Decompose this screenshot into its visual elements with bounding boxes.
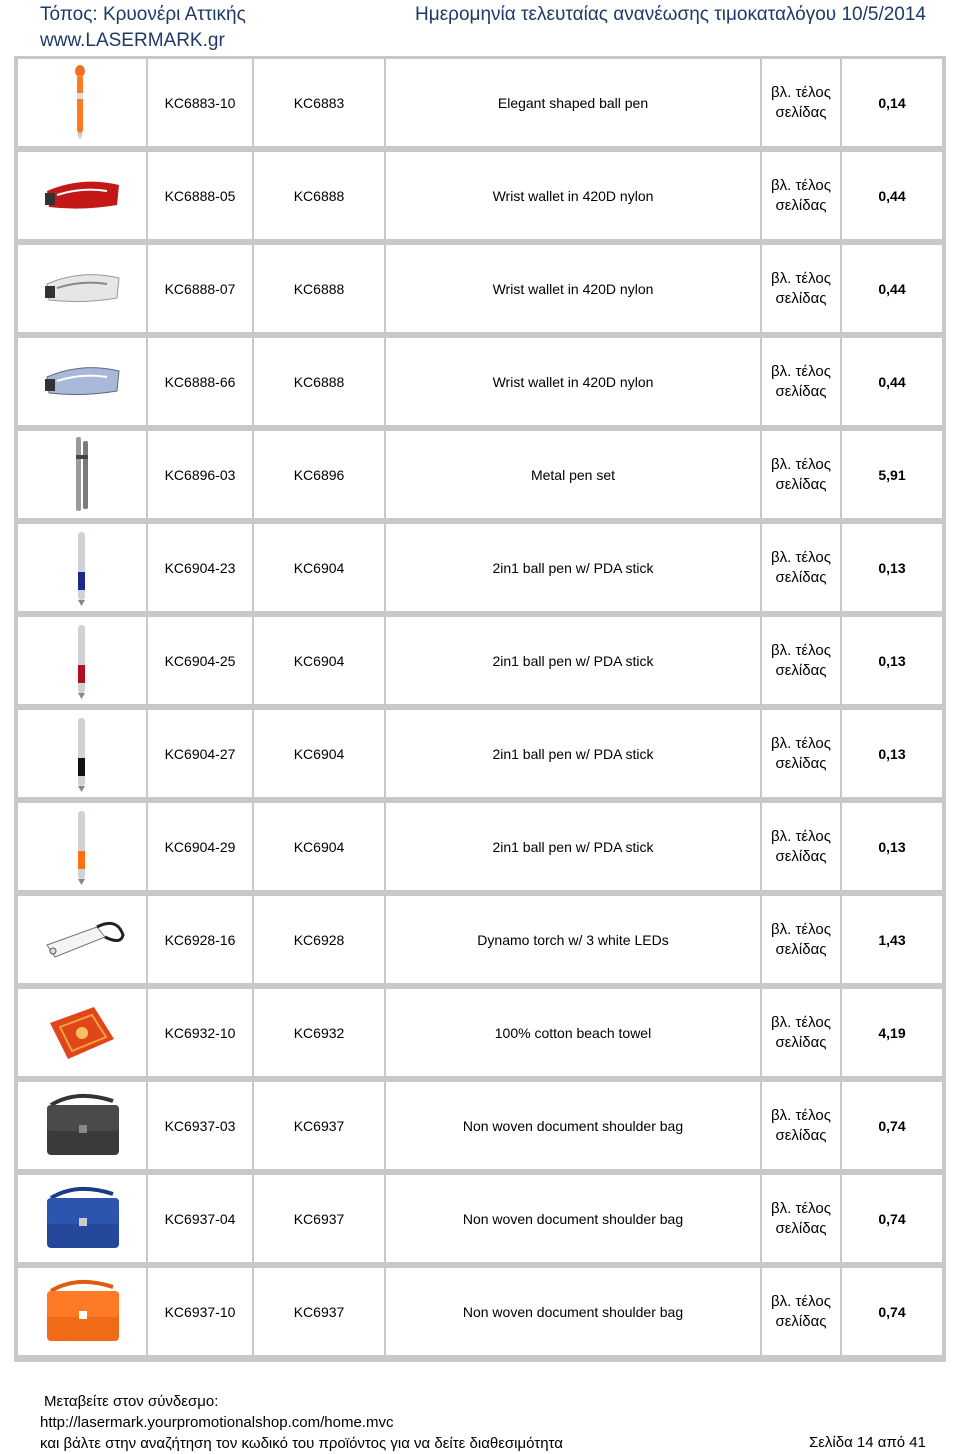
stock-note <box>762 1082 840 1169</box>
red-pda-pen-icon <box>52 621 112 701</box>
header-place: Τόπος: Κρυονέρι Αττικής <box>40 4 246 25</box>
product-code: KC6883-10 <box>148 59 252 146</box>
stock-note <box>762 710 840 797</box>
stock-note-line2: σελίδας <box>775 196 827 214</box>
product-price: 0,13 <box>842 803 942 890</box>
product-image-cell <box>18 152 146 239</box>
product-image-cell <box>18 245 146 332</box>
product-image-cell <box>18 803 146 890</box>
product-model: KC6937 <box>254 1175 384 1262</box>
stock-note-line2: σελίδας <box>775 1312 827 1330</box>
stock-note-line2: σελίδας <box>775 289 827 307</box>
product-code: KC6928-16 <box>148 896 252 983</box>
product-price: 0,44 <box>842 245 942 332</box>
product-code: KC6888-07 <box>148 245 252 332</box>
product-price: 0,44 <box>842 152 942 239</box>
product-model: KC6888 <box>254 152 384 239</box>
product-description: 2in1 ball pen w/ PDA stick <box>386 524 760 611</box>
product-description: Wrist wallet in 420D nylon <box>386 152 760 239</box>
stock-note-line2: σελίδας <box>775 847 827 865</box>
table-row <box>14 242 946 335</box>
orange-pda-pen-icon <box>52 807 112 887</box>
product-description: Non woven document shoulder bag <box>386 1175 760 1262</box>
stock-note-line2: σελίδας <box>775 475 827 493</box>
product-model: KC6932 <box>254 989 384 1076</box>
orange-shoulder-bag-icon <box>37 1277 127 1347</box>
product-description: 2in1 ball pen w/ PDA stick <box>386 617 760 704</box>
footer-hint: και βάλτε στην αναζήτηση τον κωδικό του προϊόντος για να δείτε διαθεσιμότητα <box>40 1435 563 1452</box>
dynamo-torch-icon <box>37 915 127 965</box>
red-wrist-wallet-icon <box>37 171 127 221</box>
product-price: 0,44 <box>842 338 942 425</box>
stock-note-line1: βλ. τέλος <box>771 1292 831 1310</box>
stock-note-line1: βλ. τέλος <box>771 827 831 845</box>
stock-note <box>762 1175 840 1262</box>
product-image-cell <box>18 59 146 146</box>
table-row <box>14 56 946 149</box>
stock-note <box>762 896 840 983</box>
product-table <box>14 56 946 1362</box>
product-description: Dynamo torch w/ 3 white LEDs <box>386 896 760 983</box>
product-price: 0,74 <box>842 1175 942 1262</box>
product-code: KC6888-05 <box>148 152 252 239</box>
product-image-cell <box>18 710 146 797</box>
table-row <box>14 521 946 614</box>
stock-note-line1: βλ. τέλος <box>771 734 831 752</box>
product-code: KC6896-03 <box>148 431 252 518</box>
stock-note-line1: βλ. τέλος <box>771 1013 831 1031</box>
product-model: KC6904 <box>254 524 384 611</box>
product-image-cell <box>18 896 146 983</box>
product-code: KC6904-23 <box>148 524 252 611</box>
product-description: Non woven document shoulder bag <box>386 1268 760 1355</box>
product-model: KC6883 <box>254 59 384 146</box>
table-row <box>14 893 946 986</box>
table-row <box>14 1265 946 1358</box>
product-code: KC6904-27 <box>148 710 252 797</box>
stock-note <box>762 803 840 890</box>
stock-note-line2: σελίδας <box>775 1126 827 1144</box>
product-image-cell <box>18 524 146 611</box>
stock-note-line1: βλ. τέλος <box>771 455 831 473</box>
product-code: KC6937-03 <box>148 1082 252 1169</box>
product-model: KC6937 <box>254 1082 384 1169</box>
product-description: Wrist wallet in 420D nylon <box>386 245 760 332</box>
product-description: 100% cotton beach towel <box>386 989 760 1076</box>
product-price: 5,91 <box>842 431 942 518</box>
stock-note <box>762 152 840 239</box>
product-model: KC6928 <box>254 896 384 983</box>
stock-note-line2: σελίδας <box>775 754 827 772</box>
table-row <box>14 149 946 242</box>
table-row <box>14 986 946 1079</box>
black-shoulder-bag-icon <box>37 1091 127 1161</box>
stock-note-line2: σελίδας <box>775 568 827 586</box>
product-image-cell <box>18 617 146 704</box>
product-model: KC6937 <box>254 1268 384 1355</box>
product-description: Metal pen set <box>386 431 760 518</box>
blue-pda-pen-icon <box>52 528 112 608</box>
table-row <box>14 1172 946 1265</box>
product-description: 2in1 ball pen w/ PDA stick <box>386 803 760 890</box>
product-image-cell <box>18 1175 146 1262</box>
product-price: 0,13 <box>842 524 942 611</box>
product-price: 0,13 <box>842 617 942 704</box>
product-price: 4,19 <box>842 989 942 1076</box>
stock-note-line1: βλ. τέλος <box>771 1106 831 1124</box>
stock-note-line1: βλ. τέλος <box>771 362 831 380</box>
orange-ball-pen-icon <box>52 63 112 143</box>
stock-note <box>762 431 840 518</box>
stock-note-line1: βλ. τέλος <box>771 920 831 938</box>
page-number: Σελίδα 14 από 41 <box>808 1434 926 1451</box>
product-image-cell <box>18 431 146 518</box>
product-code: KC6904-25 <box>148 617 252 704</box>
stock-note-line1: βλ. τέλος <box>771 269 831 287</box>
product-price: 0,13 <box>842 710 942 797</box>
product-description: 2in1 ball pen w/ PDA stick <box>386 710 760 797</box>
table-row <box>14 614 946 707</box>
product-price: 0,74 <box>842 1268 942 1355</box>
stock-note <box>762 338 840 425</box>
stock-note-line1: βλ. τέλος <box>771 1199 831 1217</box>
stock-note-line2: σελίδας <box>775 103 827 121</box>
metal-pen-set-icon <box>52 435 112 515</box>
product-description: Wrist wallet in 420D nylon <box>386 338 760 425</box>
product-image-cell <box>18 989 146 1076</box>
product-price: 0,74 <box>842 1082 942 1169</box>
white-wrist-wallet-icon <box>37 264 127 314</box>
stock-note-line2: σελίδας <box>775 382 827 400</box>
stock-note-line1: βλ. τέλος <box>771 548 831 566</box>
stock-note-line2: σελίδας <box>775 940 827 958</box>
product-model: KC6904 <box>254 710 384 797</box>
stock-note <box>762 59 840 146</box>
product-code: KC6937-04 <box>148 1175 252 1262</box>
table-row <box>14 428 946 521</box>
header-website[interactable]: www.LASERMARK.gr <box>40 30 225 51</box>
stock-note <box>762 245 840 332</box>
product-image-cell <box>18 338 146 425</box>
stock-note-line1: βλ. τέλος <box>771 641 831 659</box>
product-image-cell <box>18 1082 146 1169</box>
product-model: KC6888 <box>254 338 384 425</box>
product-model: KC6888 <box>254 245 384 332</box>
footer-link[interactable]: http://lasermark.yourpromotionalshop.com/home.mvc <box>40 1414 394 1431</box>
stock-note <box>762 617 840 704</box>
product-code: KC6904-29 <box>148 803 252 890</box>
blue-shoulder-bag-icon <box>37 1184 127 1254</box>
stock-note-line1: βλ. τέλος <box>771 83 831 101</box>
product-image-cell <box>18 1268 146 1355</box>
header-update-date: Ημερομηνία τελευταίας ανανέωσης τιμοκαταλόγου 10/5/2014 <box>415 4 926 25</box>
stock-note-line1: βλ. τέλος <box>771 176 831 194</box>
product-code: KC6937-10 <box>148 1268 252 1355</box>
product-price: 1,43 <box>842 896 942 983</box>
table-row <box>14 335 946 428</box>
product-price: 0,14 <box>842 59 942 146</box>
stock-note <box>762 989 840 1076</box>
table-row <box>14 1079 946 1172</box>
stock-note <box>762 524 840 611</box>
product-description: Non woven document shoulder bag <box>386 1082 760 1169</box>
table-row <box>14 800 946 893</box>
blue-wrist-wallet-icon <box>37 357 127 407</box>
table-row <box>14 707 946 800</box>
product-code: KC6932-10 <box>148 989 252 1076</box>
stock-note <box>762 1268 840 1355</box>
product-model: KC6904 <box>254 617 384 704</box>
product-code: KC6888-66 <box>148 338 252 425</box>
stock-note-line2: σελίδας <box>775 1219 827 1237</box>
footer-goto-text: Μεταβείτε στον σύνδεσμο: <box>44 1393 219 1410</box>
beach-towel-icon <box>42 1003 122 1063</box>
stock-note-line2: σελίδας <box>775 1033 827 1051</box>
product-description: Elegant shaped ball pen <box>386 59 760 146</box>
product-model: KC6896 <box>254 431 384 518</box>
black-pda-pen-icon <box>52 714 112 794</box>
stock-note-line2: σελίδας <box>775 661 827 679</box>
product-model: KC6904 <box>254 803 384 890</box>
